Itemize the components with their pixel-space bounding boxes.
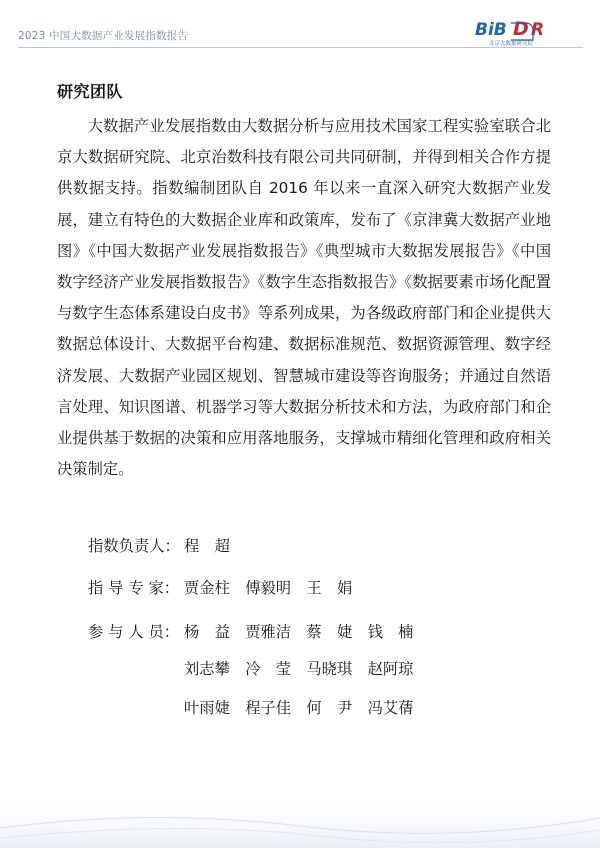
section-title: 研究团队 — [57, 82, 124, 101]
credit-row-members-2 — [88, 659, 413, 679]
header-divider — [18, 47, 583, 48]
page-header — [0, 0, 600, 48]
credit-row-advisors — [88, 578, 352, 598]
decorative-footer-band — [0, 788, 600, 848]
svg-text:R: R — [531, 20, 545, 40]
svg-text:D: D — [513, 18, 529, 40]
svg-text:BiB: BiB — [475, 20, 507, 40]
credit-label: 指 导 专 家： — [88, 579, 180, 597]
credit-row-members-3 — [88, 698, 413, 718]
credit-names: 贾金柱 傅毅明 王 娟 — [184, 579, 353, 597]
report-title: 2023 中国大数据产业发展指数报告 — [18, 30, 189, 42]
credit-row-lead — [88, 536, 230, 556]
credit-names: 叶雨婕 程子佳 何 尹 冯艾蒨 — [184, 699, 414, 717]
bibdr-logo — [473, 18, 577, 48]
svg-text:北京大数据研究院: 北京大数据研究院 — [489, 41, 534, 47]
credit-label: 指数负责人： — [88, 537, 180, 555]
credit-names: 杨 益 贾雅洁 蔡 婕 钱 楠 — [184, 623, 414, 641]
team-description: 大数据产业发展指数由大数据分析与应用技术国家工程实验室联合北京大数据研究院、北京治数科技有限公司共同研制，并得到相关合作方提供数据支持。指数编制团队自 2016 年以来一直深入研究大数据产业发展，建立有特色的大数据企业库和政策库，发布了《京津冀大数据产业地图》《中国大数据产业发展指数报告》《典型城市大数据发展报告》《中国数字经济产业发展指数报告》《数字生态指数报告》《数据要素市场化配置与数字生态体系建设白皮书》等系列成果，为各级政府部门和企业提供大数据总体设计、大数据平台构建、数据标准规范、数据资源管理、数字经济发展、大数据产业园区规划、智慧城市建设等咨询服务；并通过自然语言处理、知识图谱、机器学习等大数据分析技术和方法，为政府部门和企业提供基于数据的决策和应用落地服务，支撑城市精细化管理和政府相关决策制定。 — [57, 117, 551, 479]
credit-names: 程 超 — [184, 537, 230, 555]
credit-label: 参 与 人 员： — [88, 623, 180, 641]
credit-names: 刘志攀 冷 莹 马晓琪 赵阿琼 — [184, 660, 414, 678]
credit-row-members — [88, 622, 413, 642]
